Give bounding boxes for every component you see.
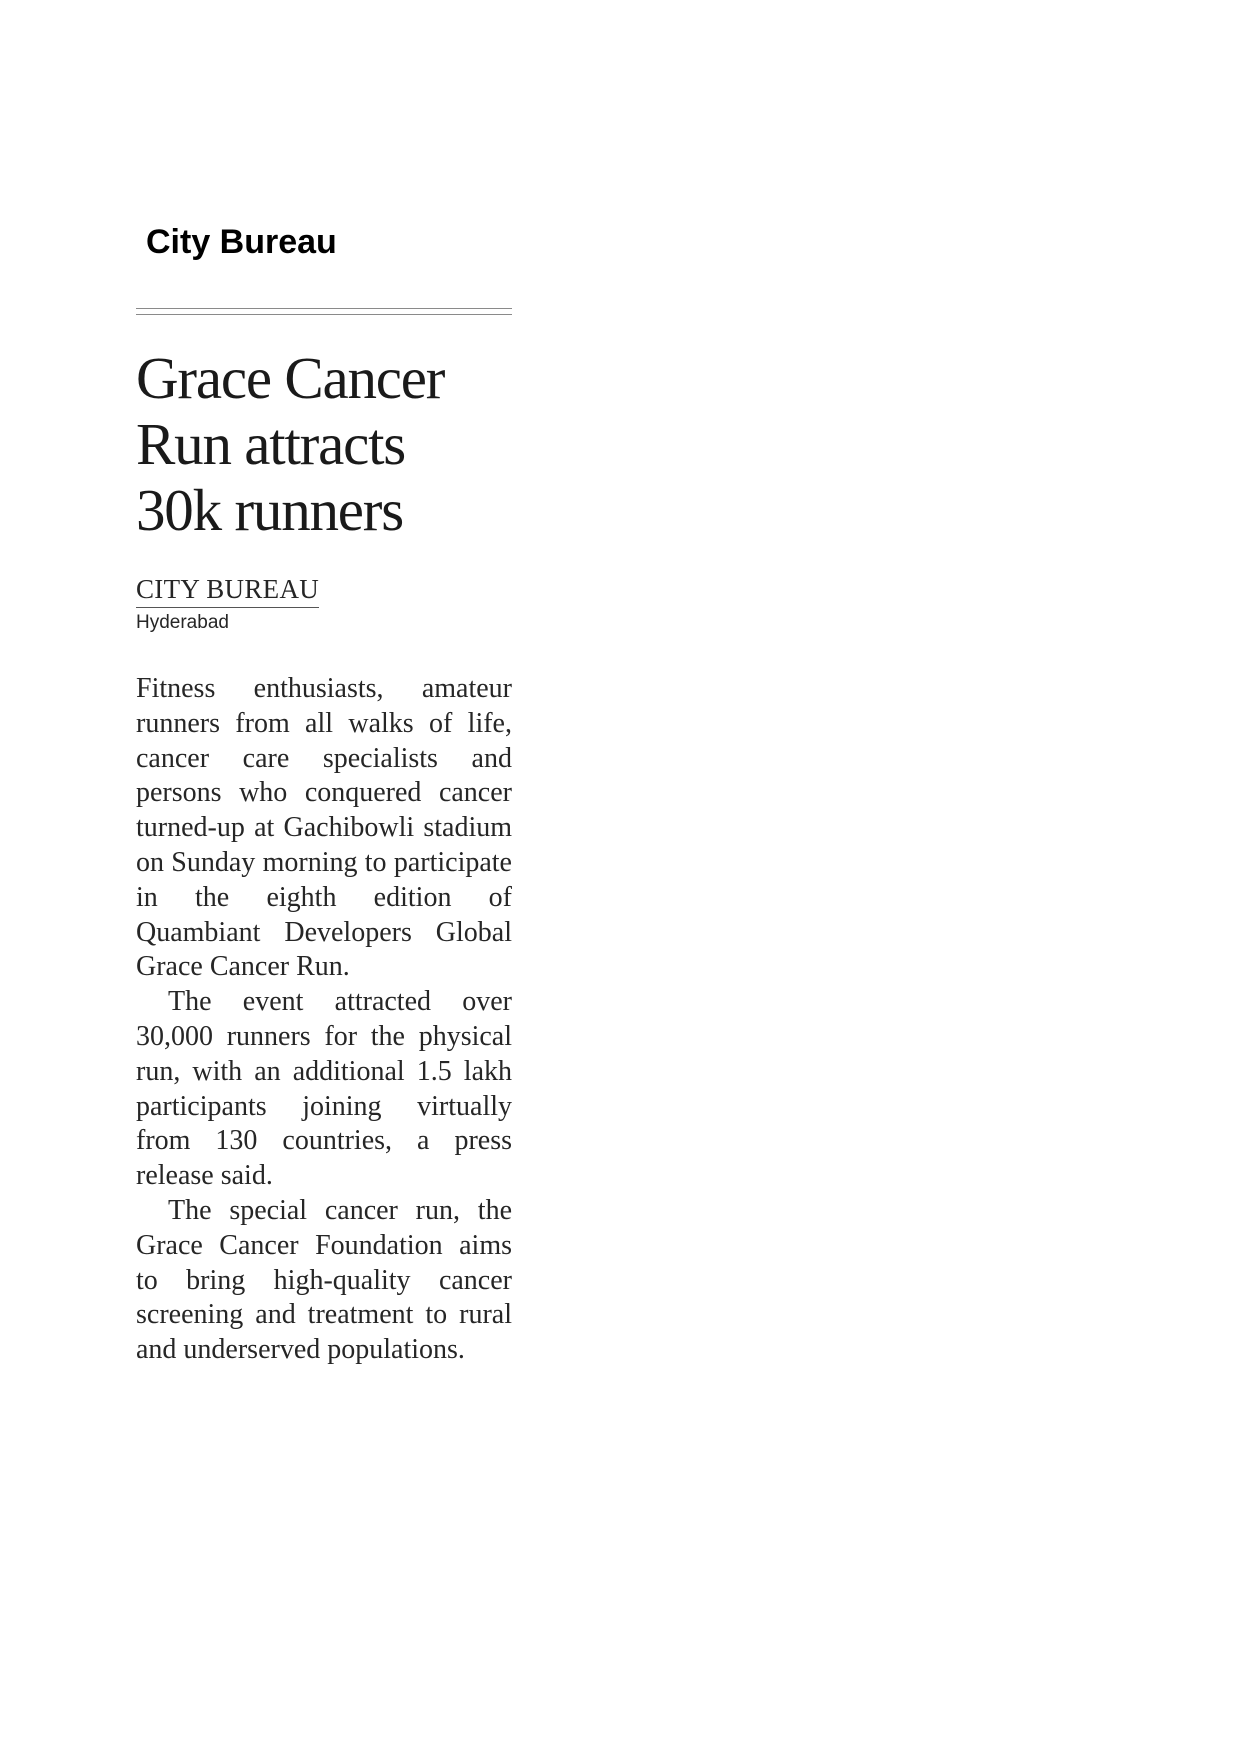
paragraph-2: The event attracted over 30,000 runners for the physical run, with an additional 1.5 lakh participants joining virtually from 130 countries, a press release said.	[136, 986, 512, 1192]
headline-line-2: Run attracts	[136, 411, 406, 477]
dateline: Hyderabad	[136, 612, 229, 633]
news-clipping	[136, 308, 512, 1368]
publication-label: City Bureau	[146, 223, 337, 261]
article-body	[136, 672, 512, 1368]
paragraph-1: Fitness enthusiasts, amateur runners from all walks of life, cancer care specialists and persons who conquered cancer turned-up at Gachibowli stadium on Sunday morning to participate in the eighth edition of Quambiant Developers Global Grace Cancer Run.	[136, 673, 512, 983]
headline-line-1: Grace Cancer	[136, 345, 445, 411]
byline-block	[136, 573, 319, 636]
paragraph-3: The special cancer run, the Grace Cancer Foundation aims to bring high-quality cancer screening and treatment to rural and underserved populations.	[136, 1194, 512, 1366]
headline	[136, 345, 512, 543]
top-double-rule	[136, 308, 512, 315]
byline: CITY BUREAU	[136, 573, 319, 608]
headline-line-3: 30k runners	[136, 477, 403, 543]
